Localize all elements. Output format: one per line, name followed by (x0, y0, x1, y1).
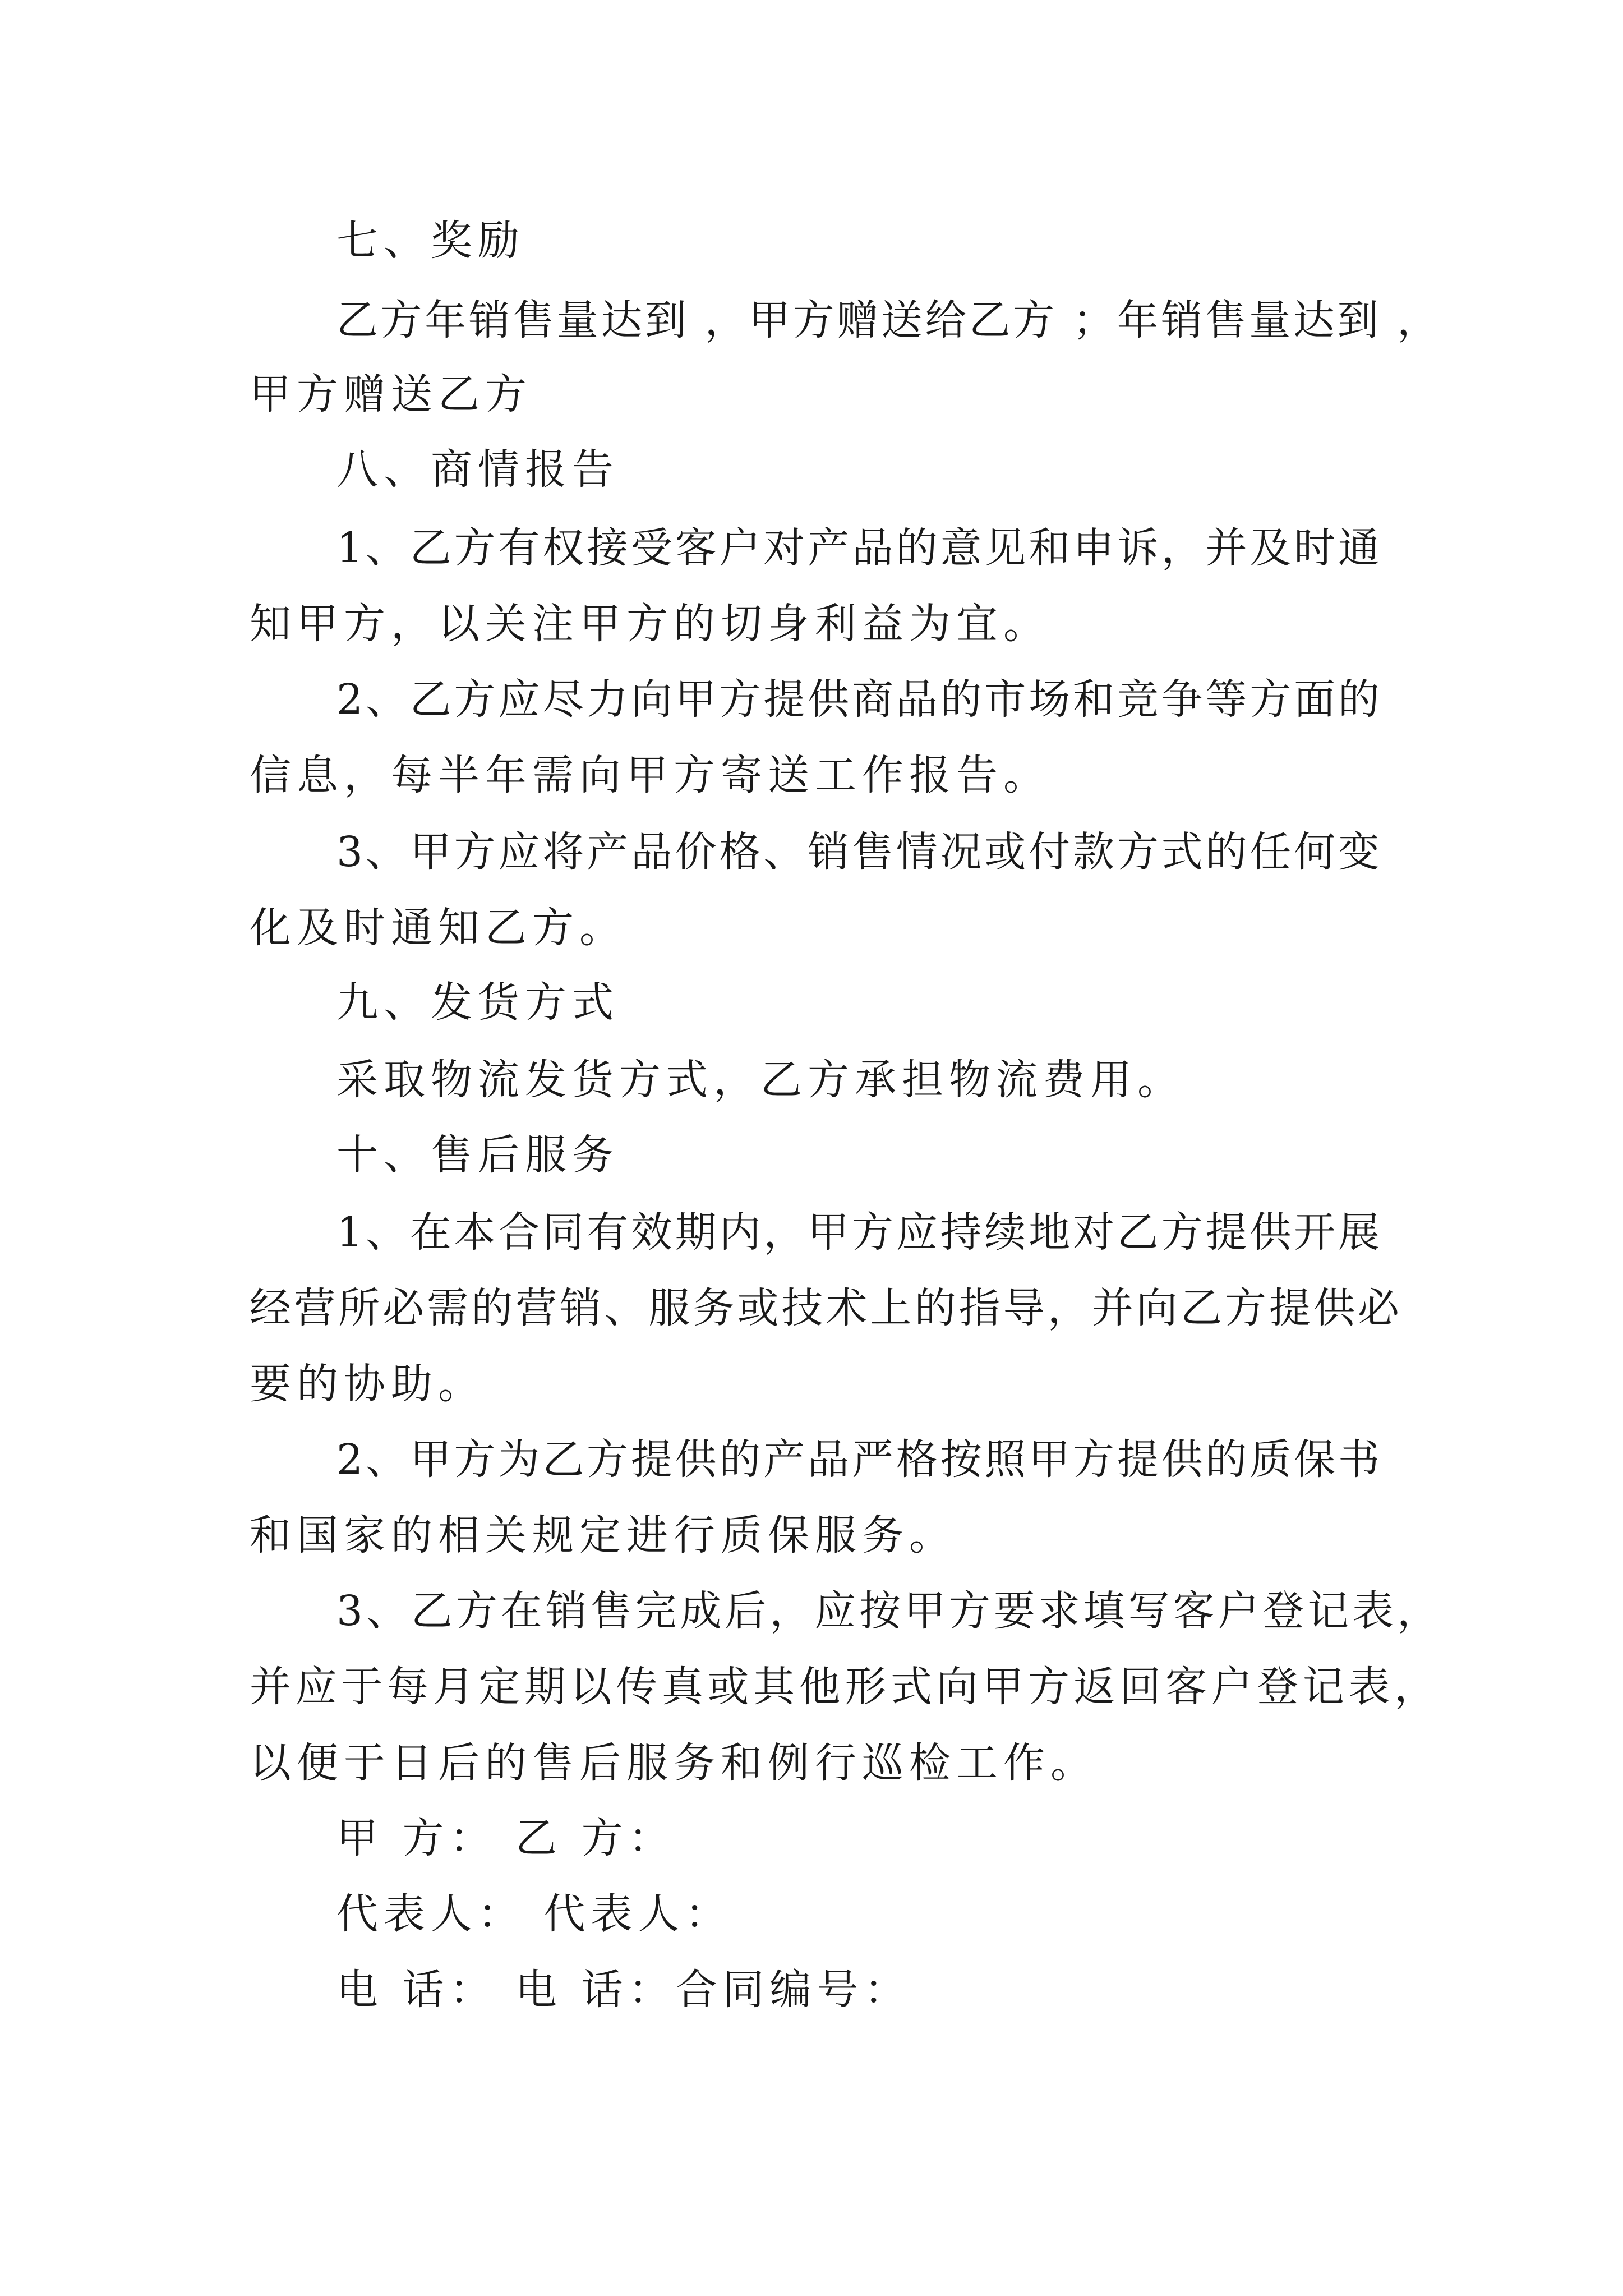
section-heading-reward: 七、奖励 (336, 217, 525, 265)
paragraph-line: 1、在本合同有效期内，甲方应持续地对乙方提供开展 (336, 1208, 1380, 1257)
paragraph-line: 2、乙方应尽力向甲方提供商品的市场和竞争等方面的 (336, 675, 1380, 724)
paragraph-line: 并应于每月定期以传真或其他形式向甲方返回客户登记表， (250, 1663, 1436, 1711)
paragraph-line: 甲方赠送乙方 (250, 370, 532, 418)
paragraph-line: 信息，每半年需向甲方寄送工作报告。 (250, 751, 1050, 799)
section-heading-business-report: 八、商情报告 (336, 445, 619, 494)
paragraph-line: 化及时通知乙方。 (250, 904, 626, 952)
signature-representative-line: 代表人： 代表人： (336, 1890, 732, 1938)
paragraph-line: 经营所必需的营销、服务或技术上的指导，并向乙方提供必 (250, 1284, 1399, 1332)
paragraph-line: 乙方年销售量达到 ，甲方赠送给乙方 ；年销售量达到 ， (336, 296, 1438, 344)
paragraph-line: 以便于日后的售后服务和例行巡检工作。 (250, 1739, 1098, 1787)
section-heading-shipping: 九、发货方式 (336, 978, 619, 1027)
signature-party-line: 甲 方： 乙 方： (336, 1814, 676, 1862)
paragraph-line: 1、乙方有权接受客户对产品的意见和申诉，并及时通 (336, 524, 1380, 572)
signature-phone-line: 电 话： 电 话：合同编号： (336, 1966, 911, 2014)
paragraph-line: 要的协助。 (250, 1360, 485, 1408)
paragraph-line: 3、乙方在销售完成后，应按甲方要求填写客户登记表， (336, 1587, 1438, 1635)
paragraph-line: 采取物流发货方式，乙方承担物流费用。 (336, 1056, 1184, 1104)
paragraph-line: 和国家的相关规定进行质保服务。 (250, 1511, 956, 1559)
paragraph-line: 知甲方，以关注甲方的切身利益为宜。 (250, 600, 1050, 648)
section-heading-after-sales: 十、售后服务 (336, 1131, 619, 1179)
paragraph-line: 3、甲方应将产品价格、销售情况或付款方式的任何变 (336, 828, 1380, 876)
paragraph-line: 2、甲方为乙方提供的产品严格按照甲方提供的质保书 (336, 1435, 1380, 1484)
